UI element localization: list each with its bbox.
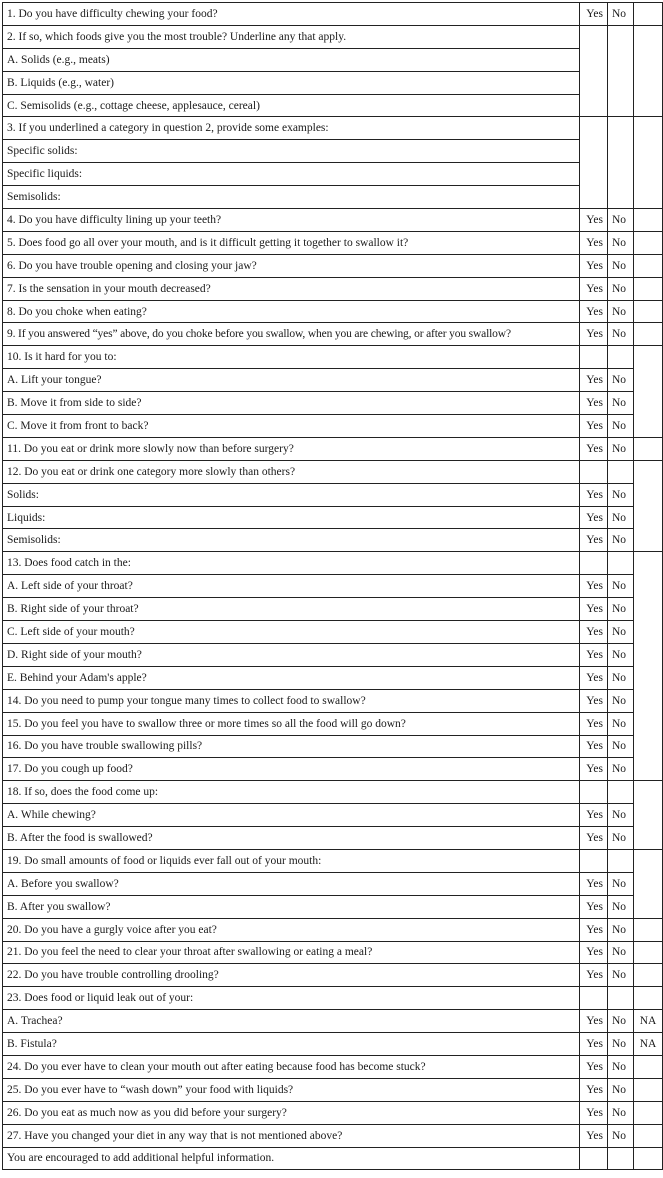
no-option[interactable]: No (608, 1101, 634, 1124)
no-option[interactable]: No (608, 437, 634, 460)
yes-option[interactable]: Yes (580, 872, 608, 895)
yes-option[interactable]: Yes (580, 3, 608, 26)
yes-option[interactable]: Yes (580, 1101, 608, 1124)
question-text: 16. Do you have trouble swallowing pills? (3, 735, 580, 758)
no-option[interactable]: No (608, 758, 634, 781)
question-row (3, 987, 663, 1010)
question-row (3, 117, 663, 140)
question-row (3, 209, 663, 232)
no-option[interactable]: No (608, 643, 634, 666)
subquestion-text: B. Fistula? (3, 1033, 580, 1056)
question-text: 9. If you answered “yes” above, do you choke before you swallow, when you are chewing, or after you swallow? (3, 323, 580, 346)
notes-cell (634, 460, 663, 552)
yes-cell-empty (580, 460, 608, 483)
no-option[interactable]: No (608, 254, 634, 277)
question-text: 24. Do you ever have to clean your mouth out after eating because food has become stuck? (3, 1055, 580, 1078)
no-cell-empty (608, 117, 634, 209)
question-text: 22. Do you have trouble controlling drooling? (3, 964, 580, 987)
question-row (3, 918, 663, 941)
question-text: 6. Do you have trouble opening and closing your jaw? (3, 254, 580, 277)
question-text: 26. Do you eat as much now as you did before your surgery? (3, 1101, 580, 1124)
subquestion-row (3, 506, 663, 529)
yes-option[interactable]: Yes (580, 254, 608, 277)
question-text: 8. Do you choke when eating? (3, 300, 580, 323)
yes-cell-empty (580, 987, 608, 1010)
subquestion-text: B. Right side of your throat? (3, 598, 580, 621)
additional-info-field[interactable]: You are encouraged to add additional helpful information. (3, 1147, 580, 1170)
subquestion-text: B. After you swallow? (3, 895, 580, 918)
question-text: 1. Do you have difficulty chewing your food? (3, 3, 580, 26)
answer-field-specific-solids[interactable]: Specific solids: (3, 140, 580, 163)
yes-cell-empty (580, 25, 608, 117)
subquestion-row (3, 483, 663, 506)
question-row (3, 231, 663, 254)
notes-cell (634, 1078, 663, 1101)
no-option[interactable]: No (608, 415, 634, 438)
no-option[interactable]: No (608, 483, 634, 506)
notes-cell (634, 300, 663, 323)
no-option[interactable]: No (608, 964, 634, 987)
notes-cell (634, 941, 663, 964)
subquestion-row (3, 140, 663, 163)
question-row (3, 460, 663, 483)
subquestion-row (3, 598, 663, 621)
question-text: 3. If you underlined a category in question 2, provide some examples: (3, 117, 580, 140)
question-text: 20. Do you have a gurgly voice after you eat? (3, 918, 580, 941)
no-option[interactable]: No (608, 598, 634, 621)
question-row (3, 758, 663, 781)
question-text: 23. Does food or liquid leak out of your: (3, 987, 580, 1010)
subquestion-text: B. After the food is swallowed? (3, 827, 580, 850)
no-option[interactable]: No (608, 231, 634, 254)
subquestion-text[interactable]: C. Semisolids (e.g., cottage cheese, applesauce, cereal) (3, 94, 580, 117)
notes-cell (634, 117, 663, 209)
no-option[interactable]: No (608, 804, 634, 827)
no-option[interactable]: No (608, 369, 634, 392)
subquestion-text: A. Trachea? (3, 1010, 580, 1033)
question-row (3, 712, 663, 735)
question-row (3, 849, 663, 872)
yes-option[interactable]: Yes (580, 415, 608, 438)
subquestion-text: Liquids: (3, 506, 580, 529)
notes-cell (634, 231, 663, 254)
yes-cell-empty (580, 1147, 608, 1170)
no-option[interactable]: No (608, 1078, 634, 1101)
no-option[interactable]: No (608, 3, 634, 26)
question-row (3, 25, 663, 48)
subquestion-row (3, 666, 663, 689)
yes-option[interactable]: Yes (580, 437, 608, 460)
subquestion-row (3, 94, 663, 117)
no-option[interactable]: No (608, 1033, 634, 1056)
no-cell-empty (608, 1147, 634, 1170)
yes-option[interactable]: Yes (580, 392, 608, 415)
subquestion-text: A. While chewing? (3, 804, 580, 827)
notes-cell (634, 209, 663, 232)
no-option[interactable]: No (608, 300, 634, 323)
notes-cell (634, 1055, 663, 1078)
no-option[interactable]: No (608, 1055, 634, 1078)
question-row (3, 323, 663, 346)
question-row (3, 437, 663, 460)
question-text: 11. Do you eat or drink more slowly now than before surgery? (3, 437, 580, 460)
no-option[interactable]: No (608, 918, 634, 941)
yes-option[interactable]: Yes (580, 575, 608, 598)
question-row (3, 3, 663, 26)
question-row (3, 1124, 663, 1147)
no-option[interactable]: No (608, 872, 634, 895)
subquestion-row (3, 163, 663, 186)
yes-option[interactable]: Yes (580, 209, 608, 232)
no-cell-empty (608, 25, 634, 117)
question-text: 12. Do you eat or drink one category more slowly than others? (3, 460, 580, 483)
question-row (3, 1055, 663, 1078)
question-text: 10. Is it hard for you to: (3, 346, 580, 369)
notes-cell (634, 552, 663, 781)
yes-option[interactable]: Yes (580, 941, 608, 964)
notes-cell (634, 323, 663, 346)
subquestion-text: B. Move it from side to side? (3, 392, 580, 415)
question-row (3, 277, 663, 300)
notes-cell (634, 781, 663, 850)
yes-cell-empty (580, 117, 608, 209)
footer-row (3, 1147, 663, 1170)
question-text: 5. Does food go all over your mouth, and is it difficult getting it together to swallow it? (3, 231, 580, 254)
question-row (3, 1101, 663, 1124)
yes-option[interactable]: Yes (580, 758, 608, 781)
question-text: 2. If so, which foods give you the most trouble? Underline any that apply. (3, 25, 580, 48)
no-option[interactable]: No (608, 1124, 634, 1147)
yes-option[interactable]: Yes (580, 1124, 608, 1147)
question-row (3, 552, 663, 575)
subquestion-row (3, 643, 663, 666)
yes-option[interactable]: Yes (580, 621, 608, 644)
no-cell-empty (608, 849, 634, 872)
na-option[interactable]: NA (634, 1010, 663, 1033)
notes-cell (634, 918, 663, 941)
subquestion-text: A. Lift your tongue? (3, 369, 580, 392)
no-option[interactable]: No (608, 666, 634, 689)
subquestion-text[interactable]: A. Solids (e.g., meats) (3, 48, 580, 71)
notes-cell (634, 987, 663, 1010)
question-row (3, 735, 663, 758)
subquestion-text: A. Before you swallow? (3, 872, 580, 895)
no-cell-empty (608, 460, 634, 483)
yes-option[interactable]: Yes (580, 895, 608, 918)
yes-option[interactable]: Yes (580, 666, 608, 689)
no-option[interactable]: No (608, 895, 634, 918)
subquestion-text: A. Left side of your throat? (3, 575, 580, 598)
subquestion-row (3, 872, 663, 895)
subquestion-text: E. Behind your Adam's apple? (3, 666, 580, 689)
no-option[interactable]: No (608, 209, 634, 232)
question-text: 19. Do small amounts of food or liquids ever fall out of your mouth: (3, 849, 580, 872)
swallowing-questionnaire (2, 2, 663, 1170)
answer-field-semisolids[interactable]: Semisolids: (3, 186, 580, 209)
question-text: 13. Does food catch in the: (3, 552, 580, 575)
no-cell-empty (608, 552, 634, 575)
subquestion-row (3, 1033, 663, 1056)
yes-cell-empty (580, 849, 608, 872)
question-row (3, 964, 663, 987)
no-cell-empty (608, 781, 634, 804)
no-cell-empty (608, 987, 634, 1010)
yes-option[interactable]: Yes (580, 231, 608, 254)
yes-option[interactable]: Yes (580, 300, 608, 323)
subquestion-row (3, 529, 663, 552)
notes-cell (634, 254, 663, 277)
question-row (3, 689, 663, 712)
no-cell-empty (608, 346, 634, 369)
question-text: 18. If so, does the food come up: (3, 781, 580, 804)
yes-option[interactable]: Yes (580, 277, 608, 300)
question-row (3, 781, 663, 804)
no-option[interactable]: No (608, 392, 634, 415)
yes-option[interactable]: Yes (580, 918, 608, 941)
answer-field-specific-liquids[interactable]: Specific liquids: (3, 163, 580, 186)
subquestion-text: C. Left side of your mouth? (3, 621, 580, 644)
question-row (3, 300, 663, 323)
yes-option[interactable]: Yes (580, 1055, 608, 1078)
yes-option[interactable]: Yes (580, 506, 608, 529)
subquestion-row (3, 804, 663, 827)
subquestion-text[interactable]: B. Liquids (e.g., water) (3, 71, 580, 94)
yes-option[interactable]: Yes (580, 598, 608, 621)
subquestion-text: C. Move it from front to back? (3, 415, 580, 438)
subquestion-row (3, 827, 663, 850)
notes-cell (634, 964, 663, 987)
no-option[interactable]: No (608, 323, 634, 346)
subquestion-text: D. Right side of your mouth? (3, 643, 580, 666)
question-text: 15. Do you feel you have to swallow three or more times so all the food will go down? (3, 712, 580, 735)
no-option[interactable]: No (608, 277, 634, 300)
yes-cell-empty (580, 346, 608, 369)
yes-option[interactable]: Yes (580, 1010, 608, 1033)
subquestion-row (3, 392, 663, 415)
yes-option[interactable]: Yes (580, 529, 608, 552)
no-option[interactable]: No (608, 827, 634, 850)
yes-cell-empty (580, 781, 608, 804)
question-row (3, 346, 663, 369)
no-option[interactable]: No (608, 735, 634, 758)
no-option[interactable]: No (608, 621, 634, 644)
question-text: 21. Do you feel the need to clear your throat after swallowing or eating a meal? (3, 941, 580, 964)
notes-cell (634, 25, 663, 117)
subquestion-row (3, 415, 663, 438)
subquestion-row (3, 186, 663, 209)
yes-cell-empty (580, 552, 608, 575)
subquestion-row (3, 621, 663, 644)
question-row (3, 941, 663, 964)
question-text: 7. Is the sensation in your mouth decreased? (3, 277, 580, 300)
notes-cell (634, 437, 663, 460)
question-text: 14. Do you need to pump your tongue many times to collect food to swallow? (3, 689, 580, 712)
subquestion-row (3, 48, 663, 71)
question-row (3, 1078, 663, 1101)
yes-option[interactable]: Yes (580, 1078, 608, 1101)
no-option[interactable]: No (608, 689, 634, 712)
yes-option[interactable]: Yes (580, 483, 608, 506)
subquestion-row (3, 575, 663, 598)
notes-cell (634, 3, 663, 26)
subquestion-row (3, 1010, 663, 1033)
yes-option[interactable]: Yes (580, 323, 608, 346)
question-row (3, 254, 663, 277)
yes-option[interactable]: Yes (580, 964, 608, 987)
subquestion-text: Solids: (3, 483, 580, 506)
yes-option[interactable]: Yes (580, 712, 608, 735)
no-option[interactable]: No (608, 575, 634, 598)
no-option[interactable]: No (608, 1010, 634, 1033)
na-option[interactable]: NA (634, 1033, 663, 1056)
no-option[interactable]: No (608, 529, 634, 552)
question-text: 25. Do you ever have to “wash down” your food with liquids? (3, 1078, 580, 1101)
notes-cell (634, 346, 663, 438)
yes-option[interactable]: Yes (580, 827, 608, 850)
notes-cell (634, 849, 663, 918)
notes-cell (634, 277, 663, 300)
question-text: 4. Do you have difficulty lining up your teeth? (3, 209, 580, 232)
question-text: 27. Have you changed your diet in any way that is not mentioned above? (3, 1124, 580, 1147)
question-text: 17. Do you cough up food? (3, 758, 580, 781)
yes-option[interactable]: Yes (580, 1033, 608, 1056)
yes-option[interactable]: Yes (580, 643, 608, 666)
notes-cell (634, 1147, 663, 1170)
notes-cell (634, 1124, 663, 1147)
subquestion-row (3, 71, 663, 94)
no-option[interactable]: No (608, 712, 634, 735)
yes-option[interactable]: Yes (580, 689, 608, 712)
no-option[interactable]: No (608, 506, 634, 529)
subquestion-text: Semisolids: (3, 529, 580, 552)
subquestion-row (3, 895, 663, 918)
subquestion-row (3, 369, 663, 392)
yes-option[interactable]: Yes (580, 804, 608, 827)
notes-cell (634, 1101, 663, 1124)
yes-option[interactable]: Yes (580, 735, 608, 758)
no-option[interactable]: No (608, 941, 634, 964)
yes-option[interactable]: Yes (580, 369, 608, 392)
